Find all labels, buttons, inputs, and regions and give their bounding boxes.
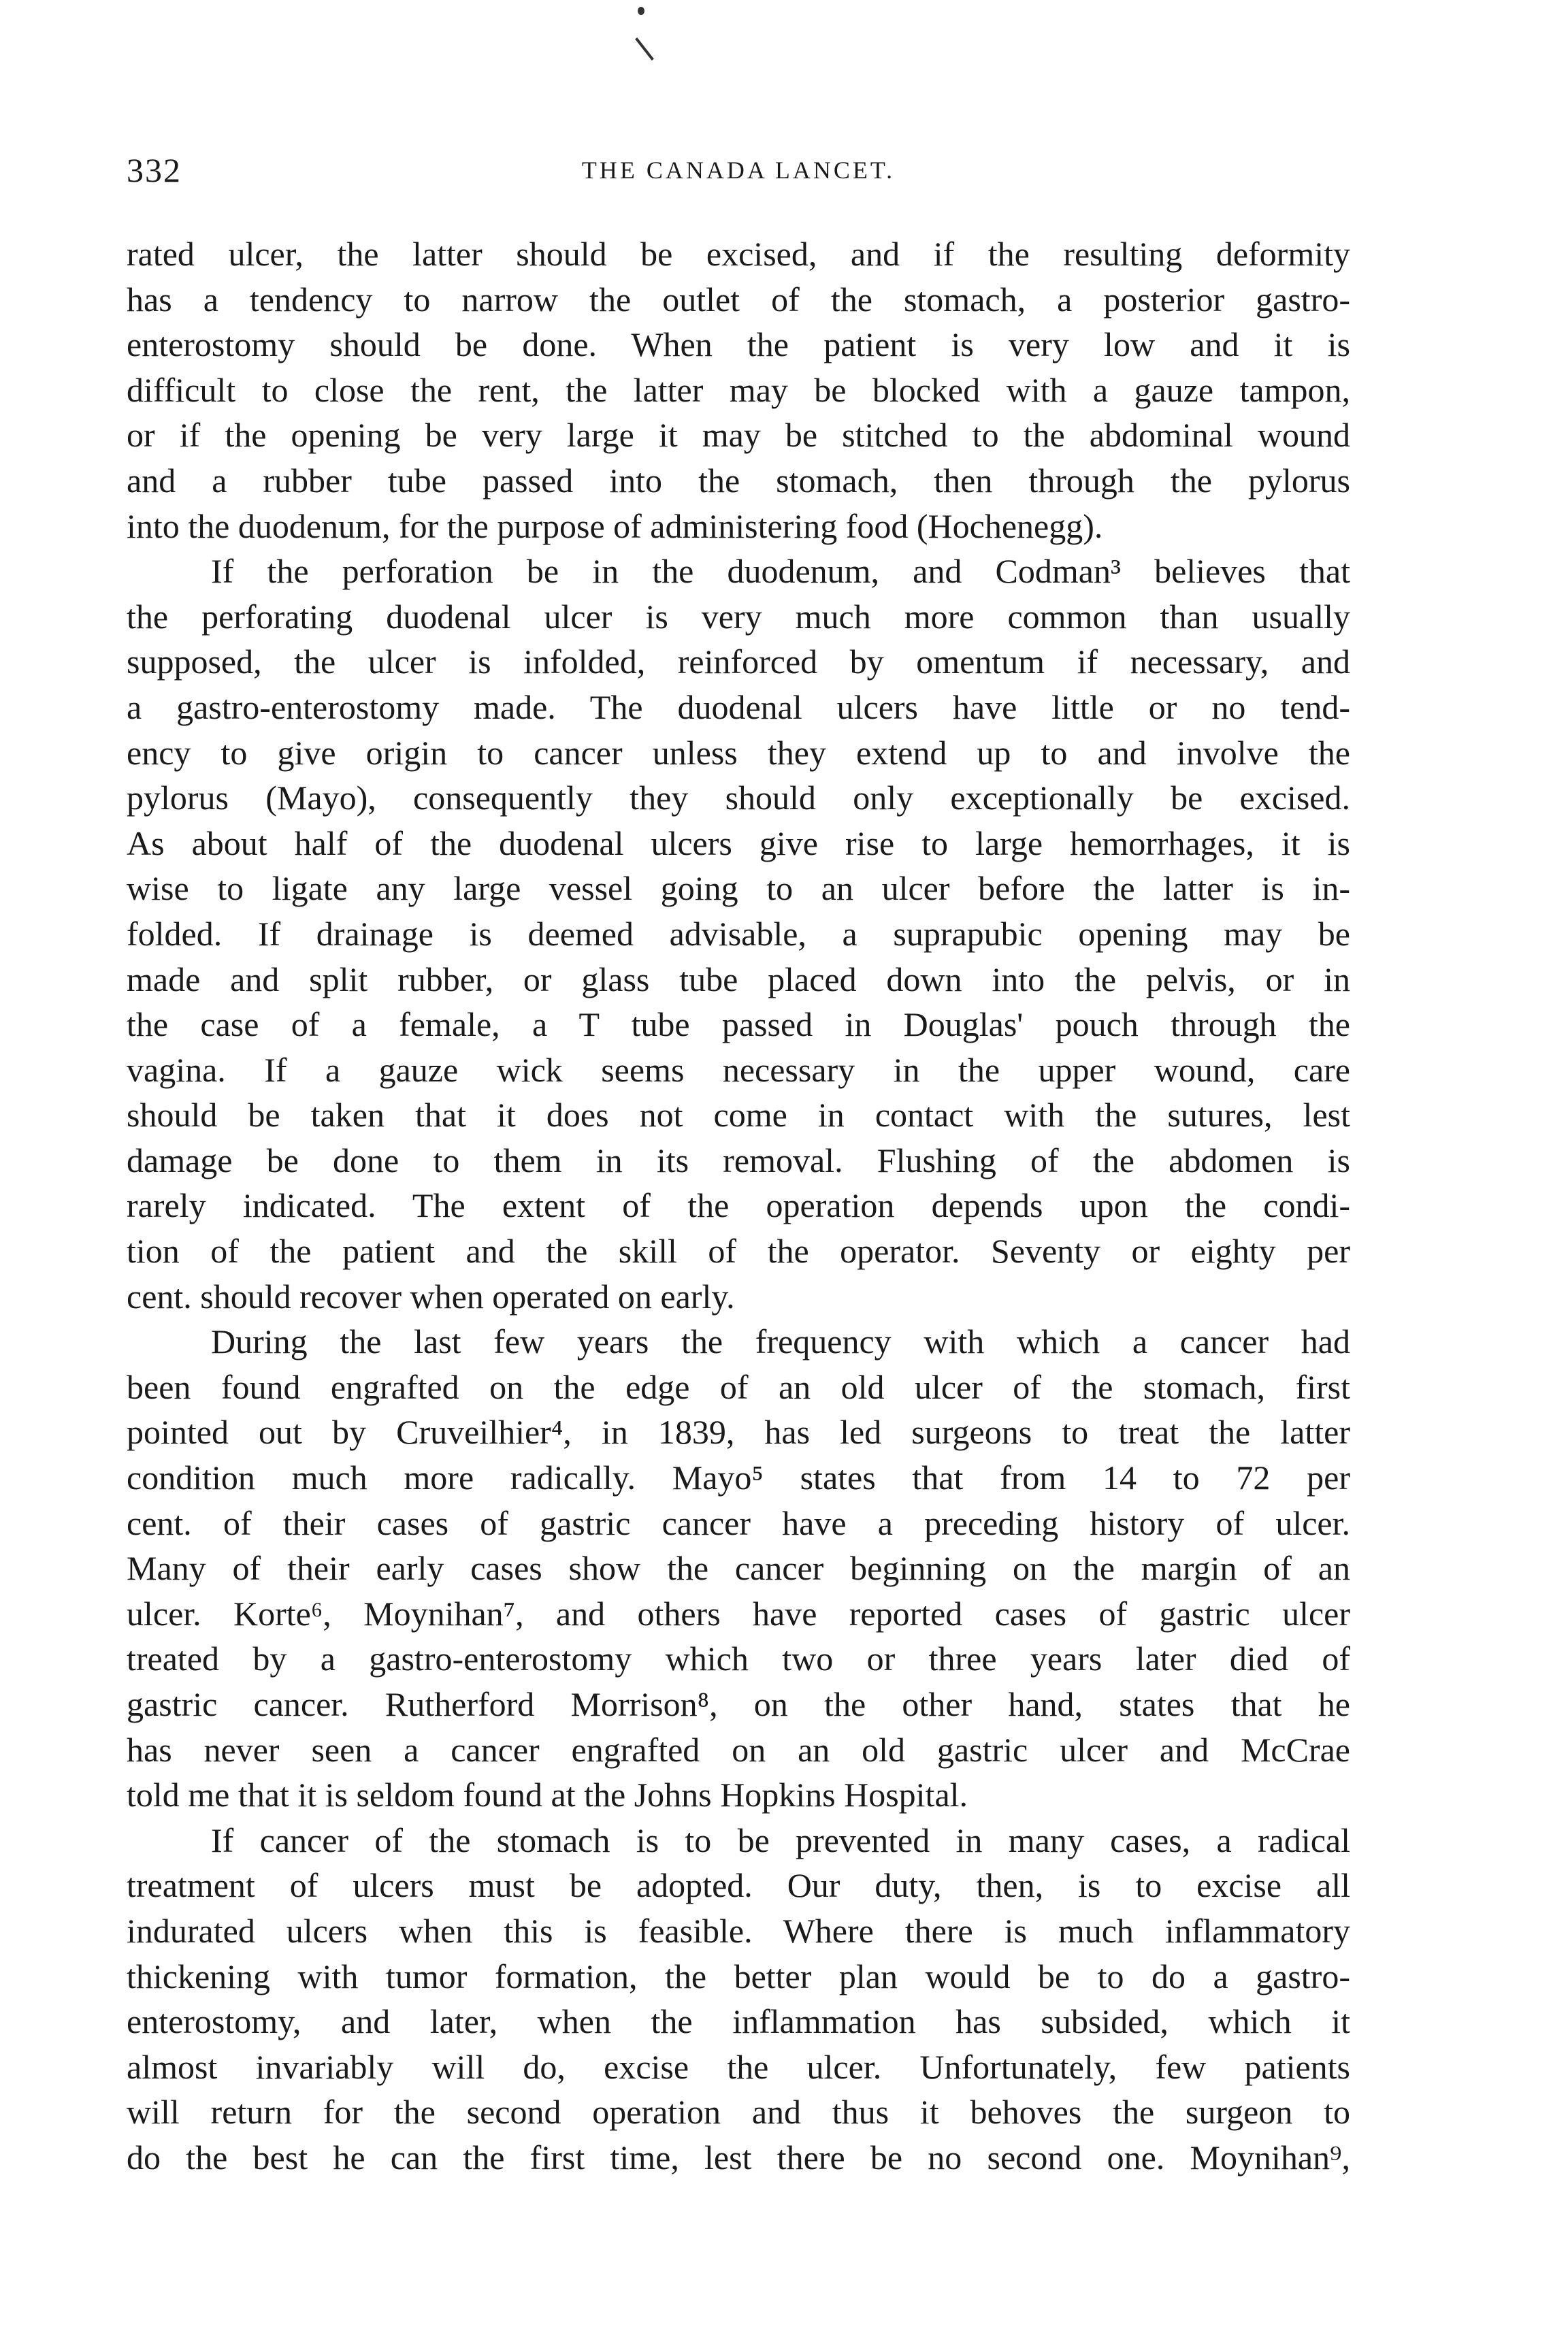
page-number: 332 (127, 151, 182, 189)
text-line: the perforating duodenal ulcer is very much more common than usually (127, 597, 1350, 636)
ink-speck (638, 7, 644, 15)
text-line: ency to give origin to cancer unless they extend up to and involve the (127, 733, 1350, 772)
text-line: condition much more radically. Mayo⁵ states that from 14 to 72 per (127, 1458, 1350, 1497)
text-line: pointed out by Cruveilhier⁴, in 1839, has led surgeons to treat the latter (127, 1413, 1350, 1452)
text-line: difficult to close the rent, the latter may be blocked with a gauze tampon, (127, 370, 1350, 409)
text-line: made and split rubber, or glass tube placed down into the pelvis, or in (127, 960, 1350, 998)
ink-mark (635, 37, 654, 61)
text-line: vagina. If a gauze wick seems necessary in the upper wound, care (127, 1050, 1350, 1089)
text-line: enterostomy should be done. When the patient is very low and it is (127, 325, 1350, 364)
running-head: THE CANADA LANCET. (581, 157, 896, 184)
text-line: thickening with tumor formation, the better plan would be to do a gastro- (127, 1957, 1350, 1995)
text-line: do the best he can the first time, lest there be no second one. Moynihan⁹, (127, 2138, 1350, 2177)
text-line: tion of the patient and the skill of the operator. Seventy or eighty per (127, 1232, 1350, 1271)
text-line: During the last few years the frequency with which a cancer had (211, 1322, 1350, 1361)
text-line: ulcer. Korte⁶, Moynihan⁷, and others have reported cases of gastric ulcer (127, 1594, 1350, 1633)
text-line: the case of a female, a T tube passed in Douglas' pouch through the (127, 1005, 1350, 1044)
text-line: or if the opening be very large it may be stitched to the abdominal wound (127, 416, 1350, 455)
text-line: indurated ulcers when this is feasible. Where there is much inflammatory (127, 1911, 1350, 1950)
text-line: If cancer of the stomach is to be prevented in many cases, a radical (211, 1821, 1350, 1859)
body-text (127, 231, 1350, 2181)
text-line: enterostomy, and later, when the inflammation has subsided, which it (127, 2002, 1350, 2041)
text-line: almost invariably will do, excise the ulcer. Unfortunately, few patients (127, 2047, 1350, 2086)
text-line: been found engrafted on the edge of an old ulcer of the stomach, first (127, 1367, 1350, 1406)
text-line: told me that it is seldom found at the Johns Hopkins Hospital. (127, 1776, 968, 1814)
page-header (127, 143, 1350, 197)
text-line: should be taken that it does not come in contact with the sutures, lest (127, 1096, 1350, 1135)
text-line: folded. If drainage is deemed advisable, a suprapubic opening may be (127, 914, 1350, 953)
text-line: has never seen a cancer engrafted on an old gastric ulcer and McCrae (127, 1730, 1350, 1769)
text-line: treated by a gastro-enterostomy which two or three years later died of (127, 1640, 1350, 1678)
text-line: rarely indicated. The extent of the operation depends upon the condi- (127, 1186, 1350, 1225)
text-line: supposed, the ulcer is infolded, reinforced by omentum if necessary, and (127, 642, 1350, 681)
text-line: wise to ligate any large vessel going to an ulcer before the latter is in- (127, 869, 1350, 908)
text-line: As about half of the duodenal ulcers give rise to large hemorrhages, it is (127, 824, 1350, 862)
text-line: If the perforation be in the duodenum, and Codman³ believes that (211, 552, 1350, 591)
text-line: rated ulcer, the latter should be excised, and if the resulting deformity (127, 235, 1350, 273)
text-line: a gastro-enterostomy made. The duodenal ulcers have little or no tend- (127, 687, 1350, 726)
text-line: gastric cancer. Rutherford Morrison⁸, on the other hand, states that he (127, 1685, 1350, 1723)
text-line: damage be done to them in its removal. Flushing of the abdomen is (127, 1141, 1350, 1179)
text-line: has a tendency to narrow the outlet of the stomach, a posterior gastro- (127, 280, 1350, 319)
text-line: and a rubber tube passed into the stomach, then through the pylorus (127, 461, 1350, 500)
text-line: into the duodenum, for the purpose of administering food (Hochenegg). (127, 506, 1103, 545)
text-line: Many of their early cases show the cancer beginning on the margin of an (127, 1549, 1350, 1588)
text-line: will return for the second operation and thus it behoves the surgeon to (127, 2093, 1350, 2132)
text-line: treatment of ulcers must be adopted. Our duty, then, is to excise all (127, 1866, 1350, 1905)
text-line: cent. of their cases of gastric cancer have a preceding history of ulcer. (127, 1503, 1350, 1542)
text-line: cent. should recover when operated on early. (127, 1277, 735, 1316)
text-line: pylorus (Mayo), consequently they should only exceptionally be excised. (127, 779, 1350, 817)
